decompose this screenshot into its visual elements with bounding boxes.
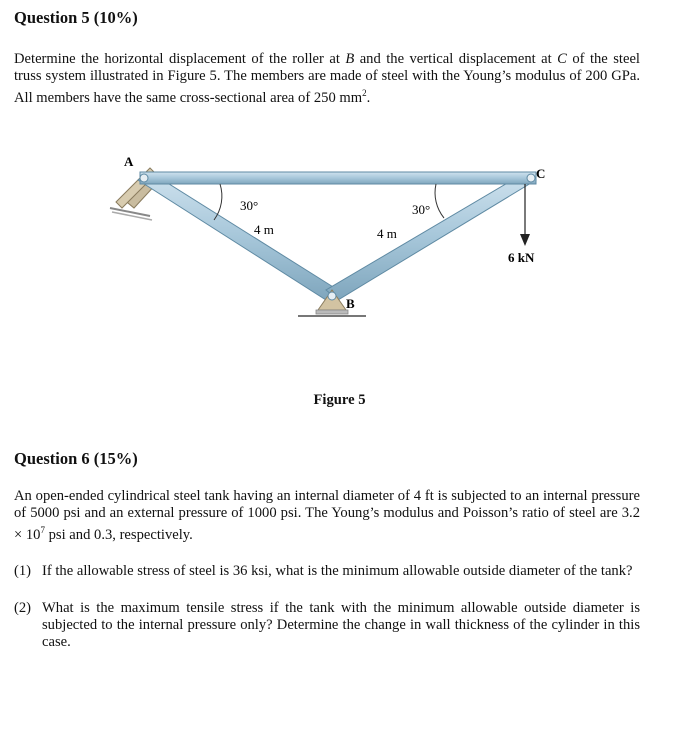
question-6-title: Question 6 (15%) [14,449,138,468]
member-ab [138,172,338,300]
length-label-left: 4 m [254,222,274,237]
question-6-item-2 [14,600,640,651]
question-5-body: Determine the horizontal displacement of the roller at B and the vertical displacement at C of the steel truss system illustrated in Figure 5. The members are made of steel with the Young’s modulus of 200 GPa. All members have the same cross-sectional area of 250 $mm^2$. [14,51,640,106]
label-c: C [536,166,546,181]
roller-support-b [298,290,366,316]
question-6-item-1 [14,563,640,580]
member-ac [140,172,536,184]
item-text: What is the maximum tensile stress if the tank with the minimum allowable outside diameter is subjected to the internal pressure only? Determine the change in wall thickness of the cylinder in this case. [42,600,640,650]
angle-arc-right [435,184,444,218]
load-label: 6 kN [508,250,535,265]
truss-figure [100,150,560,340]
length-label-right: 4 m [377,226,397,241]
member-bc [326,172,536,300]
item-text: If the allowable stress of steel is 36 ksi, what is the minimum allowable outside diameter of the tank? [42,563,633,579]
question-5-title: Question 5 (10%) [14,8,138,27]
label-b: B [346,296,355,311]
figure-caption: Figure 5 [313,392,366,408]
joint-c [527,174,535,182]
truss-diagram [100,150,560,340]
question-6-body: An open-ended cylindrical steel tank having an internal diameter of 4 ft is subjected to an internal pressure of 5000 psi and an external pressure of 1000 psi. The Young’s modulus and Poisson’s ratio of steel are $3.2 \times 10^7$ psi and 0.3, respectively. [14,488,640,543]
angle-label-left: 30° [240,198,259,213]
label-a: A [124,154,134,169]
angle-label-right: 30° [412,202,431,217]
joint-a [140,174,148,182]
item-number: (2) [14,600,32,616]
item-number: (1) [14,563,32,579]
load-arrow-c [520,184,530,246]
